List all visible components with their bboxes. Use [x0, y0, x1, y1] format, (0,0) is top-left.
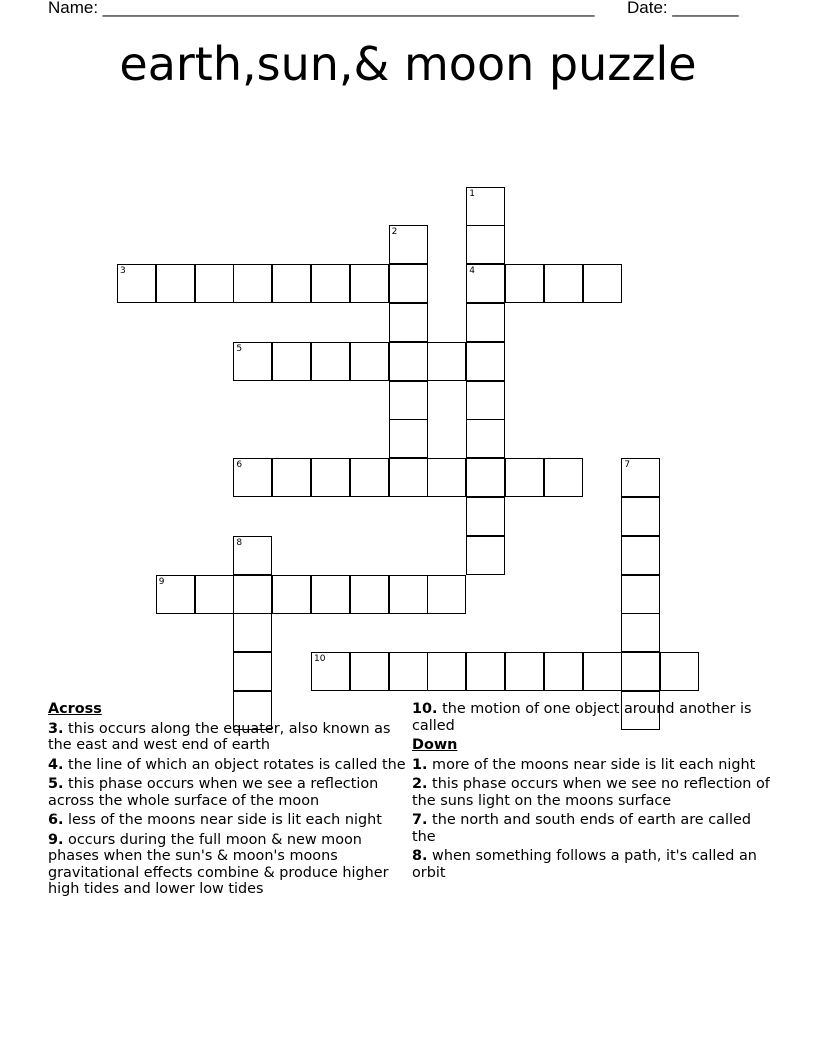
down-heading: Down: [412, 737, 458, 753]
crossword-cell[interactable]: [621, 652, 660, 691]
crossword-cell[interactable]: [544, 264, 583, 303]
crossword-cell[interactable]: [156, 264, 195, 303]
clue-across-4: 4. the line of which an object rotates is called the: [48, 756, 406, 773]
crossword-cell[interactable]: [427, 652, 466, 691]
crossword-cell[interactable]: [233, 613, 272, 652]
crossword-cell[interactable]: [389, 419, 428, 458]
crossword-cell[interactable]: [466, 497, 505, 536]
name-field-label: Name: ____________________________________________________: [48, 0, 595, 17]
crossword-cell[interactable]: [311, 652, 350, 691]
clue-number: 2: [391, 227, 398, 238]
clue-down-7: 7. the north and south ends of earth are called the: [412, 812, 751, 845]
crossword-cell[interactable]: [505, 652, 544, 691]
clues-right-column: [412, 701, 770, 884]
crossword-cell[interactable]: [466, 536, 505, 575]
crossword-cell[interactable]: [233, 536, 272, 575]
clue-number: 4: [469, 266, 475, 277]
crossword-cell[interactable]: [466, 264, 505, 303]
crossword-cell[interactable]: [660, 652, 699, 691]
crossword-cell[interactable]: [389, 342, 428, 381]
clue-number: 9: [158, 576, 165, 587]
clue-down-8: 8. when something follows a path, it's called an orbit: [412, 848, 757, 881]
clue-across-6: 6. less of the moons near side is lit each night: [48, 812, 382, 828]
crossword-cell[interactable]: [466, 303, 505, 342]
clue-across-3: 3. this occurs along the equater, also known as the east and west end of earth: [48, 720, 391, 753]
crossword-cell[interactable]: [544, 652, 583, 691]
crossword-cell[interactable]: [621, 575, 660, 614]
crossword-cell[interactable]: [272, 575, 311, 614]
crossword-cell[interactable]: [389, 575, 428, 614]
crossword-cell[interactable]: [427, 575, 466, 614]
crossword-cell[interactable]: [195, 575, 234, 614]
clues-left-column: [48, 701, 406, 901]
crossword-cell[interactable]: [311, 264, 350, 303]
crossword-cell[interactable]: [466, 225, 505, 264]
crossword-cell[interactable]: [427, 342, 466, 381]
crossword-cell[interactable]: [233, 652, 272, 691]
crossword-cell[interactable]: [117, 264, 156, 303]
clue-number: 6: [236, 460, 243, 471]
crossword-cell[interactable]: [505, 458, 544, 497]
clue-down-1: 1. more of the moons near side is lit each night: [412, 756, 756, 773]
clue-across-10: 10. the motion of one object around another is called: [412, 701, 752, 734]
crossword-cell[interactable]: [621, 458, 660, 497]
crossword-cell[interactable]: [233, 342, 272, 381]
crossword-cell[interactable]: [272, 458, 311, 497]
crossword-cell[interactable]: [389, 381, 428, 420]
clue-number: 8: [236, 537, 243, 548]
crossword-cell[interactable]: [311, 342, 350, 381]
crossword-cell[interactable]: [233, 575, 272, 614]
crossword-cell[interactable]: [505, 264, 544, 303]
crossword-cell[interactable]: [233, 458, 272, 497]
crossword-cell[interactable]: [427, 458, 466, 497]
clue-number: 1: [469, 188, 475, 199]
crossword-cell[interactable]: [583, 264, 622, 303]
crossword-cell[interactable]: [466, 458, 505, 497]
crossword-cell[interactable]: [389, 225, 428, 264]
clue-across-5: 5. this phase occurs when we see a reflection across the whole surface of the moon: [48, 776, 379, 809]
crossword-cell[interactable]: [621, 497, 660, 536]
crossword-cell[interactable]: [272, 342, 311, 381]
clue-number: 5: [236, 343, 243, 354]
crossword-cell[interactable]: [544, 458, 583, 497]
crossword-cell[interactable]: [350, 342, 389, 381]
across-heading: Across: [48, 701, 102, 717]
crossword-cell[interactable]: [272, 264, 311, 303]
crossword-cell[interactable]: [311, 458, 350, 497]
crossword-cell[interactable]: [233, 264, 272, 303]
crossword-cell[interactable]: [156, 575, 195, 614]
crossword-cell[interactable]: [389, 264, 428, 303]
crossword-cell[interactable]: [466, 187, 505, 226]
crossword-cell[interactable]: [621, 613, 660, 652]
crossword-cell[interactable]: [466, 419, 505, 458]
crossword-cell[interactable]: [350, 264, 389, 303]
clue-number: 3: [120, 266, 126, 277]
crossword-cell[interactable]: [389, 652, 428, 691]
crossword-cell[interactable]: [389, 303, 428, 342]
crossword-cell[interactable]: [350, 458, 389, 497]
crossword-cell[interactable]: [350, 575, 389, 614]
crossword-cell[interactable]: [389, 458, 428, 497]
crossword-cell[interactable]: [583, 652, 622, 691]
clue-number: 10: [314, 654, 326, 665]
crossword-cell[interactable]: [311, 575, 350, 614]
clue-number: 7: [624, 460, 631, 471]
clue-down-2: 2. this phase occurs when we see no reflection of the suns light on the moons surface: [412, 776, 770, 809]
puzzle-title: earth,sun,& moon puzzle: [119, 37, 697, 91]
clue-across-9: 9. occurs during the full moon & new moon phases when the sun's & moon's moons gravitational effects combine & produce higher high tides and lower low tides: [48, 831, 389, 897]
crossword-cell[interactable]: [195, 264, 234, 303]
crossword-cell[interactable]: [466, 342, 505, 381]
crossword-cell[interactable]: [466, 381, 505, 420]
crossword-cell[interactable]: [466, 652, 505, 691]
crossword-cell[interactable]: [621, 536, 660, 575]
date-field-label: Date: _______: [627, 0, 739, 17]
crossword-cell[interactable]: [350, 652, 389, 691]
